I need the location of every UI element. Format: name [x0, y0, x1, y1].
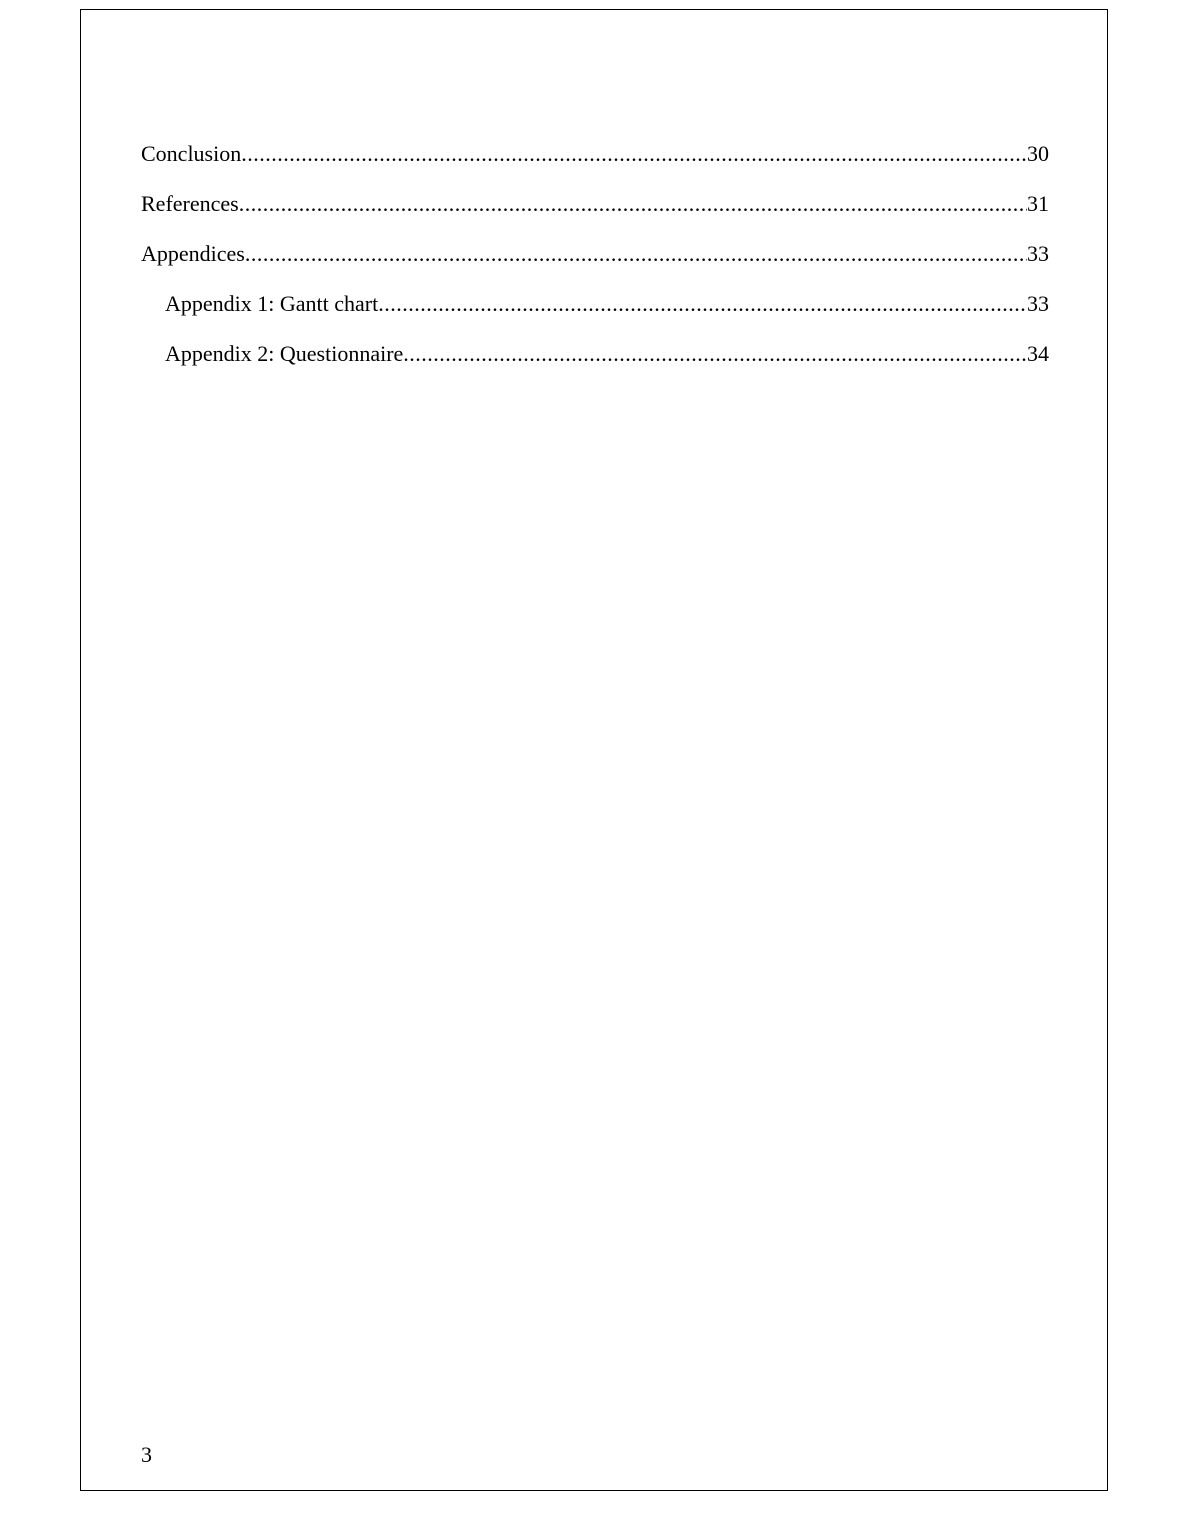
toc-entry-page: 31 — [1027, 191, 1049, 216]
toc-entry-title: Appendix 2: Questionnaire — [165, 341, 404, 366]
toc-entry-title: Conclusion — [141, 141, 242, 166]
toc-entry-appendix-1[interactable] — [141, 288, 1049, 338]
toc-dot-leader — [239, 188, 1027, 220]
page-number: 3 — [141, 1442, 152, 1467]
toc-entry-appendices[interactable] — [141, 238, 1049, 288]
toc-entry-appendix-2[interactable] — [141, 338, 1049, 388]
toc-entry-page: 34 — [1027, 341, 1049, 366]
toc-entry-conclusion[interactable] — [141, 138, 1049, 188]
toc-dot-leader — [241, 138, 1027, 170]
toc-dot-leader — [245, 238, 1027, 270]
toc-entry-page: 33 — [1027, 291, 1049, 316]
toc-dot-leader — [378, 288, 1027, 320]
toc-dot-leader — [403, 338, 1027, 370]
toc-entry-title: References — [141, 191, 239, 216]
toc-entry-title: Appendices — [141, 241, 245, 266]
table-of-contents — [141, 138, 1049, 388]
toc-entry-title: Appendix 1: Gantt chart — [165, 291, 379, 316]
toc-entry-references[interactable] — [141, 188, 1049, 238]
toc-entry-page: 30 — [1027, 141, 1049, 166]
toc-entry-page: 33 — [1027, 241, 1049, 266]
